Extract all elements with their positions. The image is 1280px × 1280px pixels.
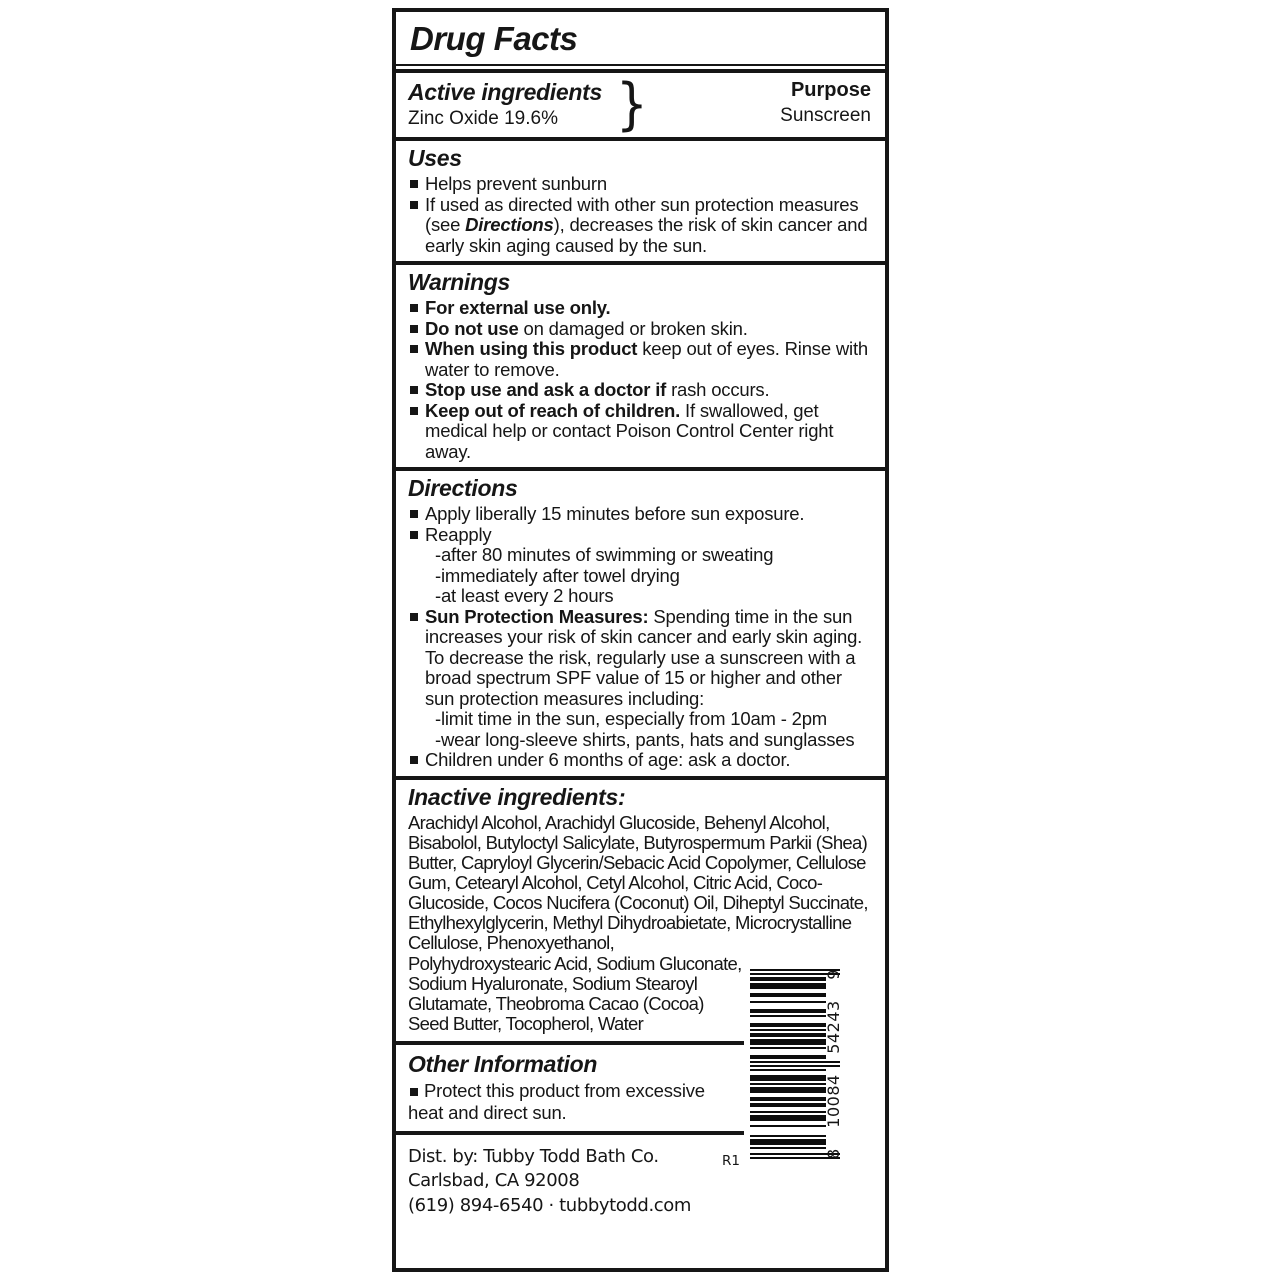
barcode-bar xyxy=(750,1001,826,1003)
bullet-square-icon xyxy=(410,386,418,394)
barcode-bar xyxy=(750,1097,826,1101)
uses-section xyxy=(396,137,885,261)
barcode-bar xyxy=(750,1055,826,1059)
active-ingredients-heading: Active ingredients xyxy=(408,79,602,105)
warnings-list xyxy=(408,298,871,462)
inactive-ingredients-heading: Inactive ingredients: xyxy=(408,783,626,810)
bullet-square-icon xyxy=(410,407,418,415)
distributor-line: (619) 894-6540 · tubbytodd.com xyxy=(408,1194,692,1216)
barcode-bar xyxy=(750,1087,826,1093)
list-item: Reapply xyxy=(408,525,871,546)
directions-heading: Directions xyxy=(408,475,518,501)
barcode-bar xyxy=(750,1103,826,1107)
other-information-heading: Other Information xyxy=(408,1050,598,1077)
sub-item: -after 80 minutes of swimming or sweating xyxy=(435,544,774,565)
barcode-bar xyxy=(750,1115,826,1121)
section-divider xyxy=(396,1041,744,1045)
list-item: Do not use on damaged or broken skin. xyxy=(408,319,871,340)
bullet-square-icon xyxy=(410,531,418,539)
bullet-square-icon xyxy=(410,1088,418,1096)
other-information-text: Protect this product from excessive heat and direct sun. xyxy=(408,1079,705,1123)
bullet-square-icon xyxy=(410,510,418,518)
barcode-bar xyxy=(750,1015,826,1017)
active-ingredients-section xyxy=(396,69,885,137)
revision-code: R1 xyxy=(722,1152,740,1169)
list-item: Stop use and ask a doctor if rash occurs. xyxy=(408,380,871,401)
distributor-line: Dist. by: Tubby Todd Bath Co. xyxy=(408,1145,659,1167)
drug-facts-title-section xyxy=(396,12,885,66)
bullet-square-icon xyxy=(410,345,418,353)
list-item: If used as directed with other sun protection measures (see Directions), decreases the risk of skin cancer and early skin aging caused by the sun. xyxy=(408,195,871,257)
list-item: Helps prevent sunburn xyxy=(408,174,871,195)
drug-facts-label xyxy=(392,8,889,1272)
barcode-bar xyxy=(750,1111,826,1113)
barcode-bar xyxy=(750,977,826,981)
barcode-bar xyxy=(750,1023,826,1027)
bottom-region xyxy=(408,953,871,1227)
bottom-left-column xyxy=(408,953,744,1227)
bullet-square-icon xyxy=(410,756,418,764)
barcode-bar xyxy=(750,983,826,989)
barcode-bar xyxy=(750,1033,826,1037)
purpose-value: Sunscreen xyxy=(780,105,871,126)
barcode-digit-group: 8 xyxy=(823,1147,843,1159)
barcode-digit-group: 10084 xyxy=(823,1073,843,1128)
directions-list xyxy=(408,504,871,771)
sub-item: -immediately after towel drying xyxy=(435,564,680,586)
barcode-bar xyxy=(750,1147,826,1149)
bullet-square-icon xyxy=(410,613,418,621)
curly-brace-glyph: } xyxy=(616,71,648,137)
list-item: Apply liberally 15 minutes before sun exposure. xyxy=(408,504,871,525)
list-item: Keep out of reach of children. If swallowed, get medical help or contact Poison Control Center right away. xyxy=(408,401,871,463)
active-ingredient-value: Zinc Oxide 19.6% xyxy=(408,108,558,129)
list-item: Sun Protection Measures: Spending time in the sun increases your risk of skin cancer and early skin aging. To decrease the risk, regularly use a sunscreen with a broad spectrum SPF value of 15 or higher and other sun protection measures including: xyxy=(408,607,871,710)
upc-barcode xyxy=(744,953,871,1227)
barcode-bar xyxy=(750,1075,826,1081)
barcode-bar xyxy=(750,1139,826,1145)
barcode-bar xyxy=(750,1069,826,1071)
warnings-heading: Warnings xyxy=(408,269,510,295)
bullet-square-icon xyxy=(410,201,418,209)
inactive-ingredients-section xyxy=(396,776,885,1232)
purpose-heading: Purpose xyxy=(790,79,871,101)
uses-list xyxy=(408,174,871,256)
barcode-bar xyxy=(750,1039,826,1045)
list-item: When using this product keep out of eyes. Rinse with water to remove. xyxy=(408,339,871,380)
barcode-bar xyxy=(750,993,826,997)
sub-item: -limit time in the sun, especially from 10am - 2pm xyxy=(435,708,827,729)
barcode-bar xyxy=(750,1047,826,1049)
barcode-bar xyxy=(750,1135,826,1137)
directions-section xyxy=(396,467,885,776)
distributor-block xyxy=(408,1141,744,1227)
inactive-ingredients-text-narrow: Polyhydroxystearic Acid, Sodium Gluconate, Sodium Hyaluronate, Sodium Stearoyl Glutamate, Theobroma Cacao (Cocoa) Seed Butter, Tocopherol, Water xyxy=(408,952,742,1034)
uses-heading: Uses xyxy=(408,145,462,171)
sub-item: -wear long-sleeve shirts, pants, hats and sunglasses xyxy=(435,728,855,750)
bullet-square-icon xyxy=(410,180,418,188)
bullet-square-icon xyxy=(410,304,418,312)
inactive-ingredients-text-wide: Arachidyl Alcohol, Arachidyl Glucoside, Behenyl Alcohol, Bisabolol, Butyloctyl Salicylate, Butyrospermum Parkii (Shea) Butter, Capryloyl Glycerin/Sebacic Acid Copolymer, Cellulose Gum, Cetearyl Alcohol, Cetyl Alcohol, Citric Acid, Coco-Glucoside, Cocos Nucifera (Coconut) Oil, Diheptyl Succinate, Ethylhexylglycerin, Methyl Dihydroabietate, Microcrystalline Cellulose, Phenoxyethanol, xyxy=(408,811,868,953)
barcode-digit-group: 54243 xyxy=(823,999,843,1054)
distributor-line: Carlsbad, CA 92008 xyxy=(408,1170,580,1191)
list-item: Children under 6 months of age: ask a doctor. xyxy=(408,750,871,771)
drug-facts-title: Drug Facts xyxy=(410,20,578,57)
section-divider xyxy=(396,1131,744,1135)
barcode-bar xyxy=(750,1083,826,1085)
barcode-digits xyxy=(822,969,844,1159)
barcode-digit-group: 9 xyxy=(823,968,843,980)
barcode-bar xyxy=(750,1029,826,1031)
barcode-bar xyxy=(750,1125,826,1127)
barcode-bar xyxy=(750,1009,826,1013)
list-item: For external use only. xyxy=(408,298,871,319)
bullet-square-icon xyxy=(410,325,418,333)
warnings-section xyxy=(396,261,885,467)
sub-item: -at least every 2 hours xyxy=(435,585,614,606)
